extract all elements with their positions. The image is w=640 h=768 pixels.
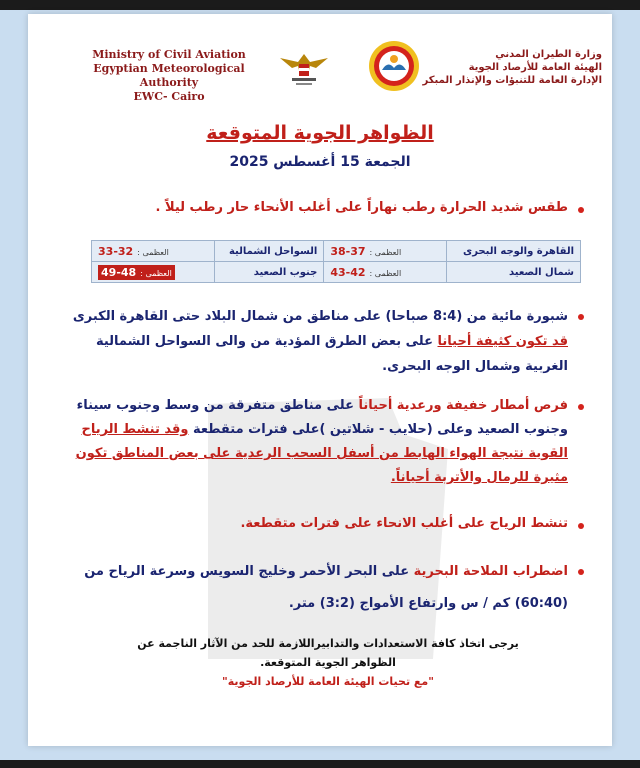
region-cell: السواحل الشمالية [215, 241, 324, 262]
max-label: العظمى : [137, 247, 169, 257]
sea-text-b: على البحر الأحمر وخليج السويس وسرعة الرياح من (60:40) كم / س وارتفاع الأمواج (3:2) متر. [84, 564, 568, 611]
rain-text-b: على مناطق متفرقة من وسط وجنوب سيناء وجنوب الصعيد وعلى (حلايب - شلاتين )على فترات متقطعة [76, 398, 568, 437]
sea-point [68, 556, 584, 620]
max-value: 32-33 [98, 244, 134, 258]
region-cell: جنوب الصعيد [215, 262, 324, 283]
region-cell: القاهرة والوجه البحرى [447, 241, 581, 262]
max-label: العظمى : [369, 268, 402, 278]
closing-line2: الظواهر الجوية المتوقعة. [260, 656, 396, 669]
bullet-icon [578, 569, 584, 575]
bullet-icon [578, 314, 584, 320]
closing-line3: "مع تحيات الهيئة العامة للأرصاد الجوية" [222, 675, 434, 688]
header-english [64, 48, 274, 104]
fog-text-a: شبورة مائية من (8:4 صباحا) على مناطق من شمال البلاد حتى القاهرة الكبرى [72, 309, 568, 324]
hot-highlight [98, 265, 175, 280]
region-cell: شمال الصعيد [447, 262, 581, 283]
max-value: 48-49 [101, 265, 137, 279]
table-row [92, 262, 581, 283]
authority-name-ar: الهيئة العامة للأرصاد الجوية [468, 62, 602, 73]
max-value: 42-43 [330, 265, 366, 279]
max-temp-cell [324, 262, 447, 283]
max-temp-cell [92, 262, 215, 283]
fog-text-c: على بعض الطرق المؤدية من والى السواحل الشمالية الغربية وشمال الوجه البحرى. [95, 334, 568, 374]
wind-text: تنشط الرياح على أغلب الانحاء على فترات متقطعة. [240, 516, 568, 531]
closing-note [108, 634, 548, 691]
sea-text-a: اضطراب الملاحة البحرية [413, 564, 568, 579]
rain-text-a: فرص أمطار خفيفة ورعدية أحياناً [358, 398, 568, 413]
max-label: العظمى : [140, 268, 172, 278]
fog-text-b: قد تكون كثيفة أحيانا [437, 334, 568, 349]
summary-point [68, 200, 584, 215]
ministry-name-ar: وزارة الطيران المدني [495, 49, 602, 60]
authority-name-en: Egyptian Meteorological Authority [93, 62, 245, 89]
bullet-icon [578, 207, 584, 213]
bulletin-date: الجمعة 15 أغسطس 2025 [229, 154, 411, 170]
bulletin-title-text: الظواهر الجوية المتوقعة [206, 122, 434, 144]
wind-point [68, 516, 584, 531]
max-value: 37-38 [330, 244, 366, 258]
max-temp-cell [92, 241, 215, 262]
summary-text: طقس شديد الحرارة رطب نهاراً على أغلب الأنحاء حار رطب ليلاً . [155, 200, 568, 215]
civil-aviation-eagle-logo [278, 44, 330, 88]
header-arabic [387, 48, 602, 87]
max-label: العظمى : [369, 247, 402, 257]
rain-point [68, 394, 584, 490]
max-temp-cell [324, 241, 447, 262]
center-name-en: EWC- Cairo [133, 90, 205, 103]
department-name-ar: الإدارة العامة للتنبؤات والإنذار المبكر [422, 75, 602, 86]
table-row [92, 241, 581, 262]
fog-point [68, 304, 584, 379]
closing-line1: يرجى اتخاذ كافة الاستعدادات والتدابيراللازمة للحد من الآثار الناجمة عن [137, 637, 519, 650]
ministry-name-en: Ministry of Civil Aviation [92, 48, 246, 61]
rain-text-c: وقد تنشط الرياح القوية نتيجة الهواء الهابط من أسفل السحب الرعدية على بعض المناطق تكون مثيرة للرمال والأتربة أحياناً. [75, 422, 568, 485]
bullet-icon [578, 404, 584, 410]
temperature-table [91, 240, 581, 283]
bullet-icon [578, 523, 584, 529]
bulletin-title [28, 122, 612, 144]
bulletin-sheet [28, 14, 612, 746]
